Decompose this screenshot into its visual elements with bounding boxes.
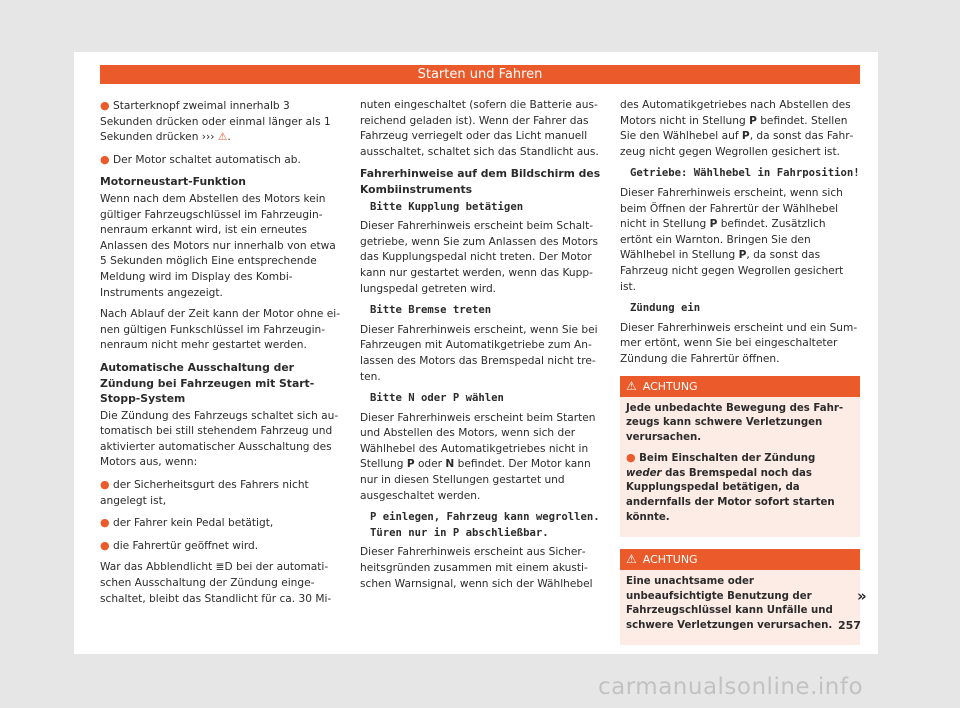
bullet-icon: ● — [100, 478, 110, 492]
bullet-icon: ● — [100, 538, 110, 552]
bullet-icon: ● — [100, 516, 110, 530]
display-message: Bitte Kupplung betätigen — [370, 200, 524, 213]
list-item: ● Beim Einschalten der Zündung weder das Bremspedal noch das Kupplungspedal betätigen, da andernfalls der Motor sofort starten könnte. — [626, 450, 835, 524]
display-message: Zündung ein — [630, 302, 701, 315]
paragraph: War das Abblendlicht ≣D bei der automatischen Ausschaltung der Zündung eingeschaltet, bleibt das Standlicht für ca. 30 Mi- — [100, 561, 332, 605]
warning-text: Jede unbedachte Bewegung des Fahrzeugs kann schwere Verletzungen verursachen. — [626, 402, 844, 444]
list-item: ● der Fahrer kein Pedal betätigt, — [100, 516, 274, 530]
subheading: Automatische Ausschaltung der Zündung bei Fahrzeugen mit Start-Stopp-System — [100, 360, 315, 406]
display-message: Bitte Bremse treten — [370, 304, 492, 317]
warning-box — [620, 376, 860, 537]
display-message: Bitte N oder P wählen — [370, 392, 504, 405]
warning-icon: ⚠ — [217, 131, 228, 144]
subheading: Fahrerhinweise auf dem Bildschirm des Kombiinstruments — [360, 167, 601, 196]
list-item: ● die Fahrertür geöffnet wird. — [100, 538, 259, 552]
warning-header: ⚠ ACHTUNG — [620, 549, 860, 570]
list-item: ● Starterknopf zweimal innerhalb 3 Sekunden drücken oder einmal länger als 1 Sekunden drücken ››› ⚠. — [100, 99, 331, 144]
subheading: Motorneustart-Funktion — [100, 175, 246, 189]
section-header: Starten und Fahren — [100, 65, 860, 84]
paragraph: nuten eingeschaltet (sofern die Batterie ausreichend geladen ist). Wenn der Fahrer das Fahrzeug verriegelt oder das Licht manuell ausschaltet, schaltet sich das Standlicht aus. — [360, 99, 599, 158]
warning-text: Eine unachtsame oder unbeaufsichtigte Benutzung der Fahrzeugschlüssel kann Unfälle und schwere Verletzungen verursachen. — [626, 575, 833, 632]
paragraph: des Automatikgetriebes nach Abstellen des Motors nicht in Stellung P befindet. Stellen Sie den Wählhebel auf P, da sonst das Fahrzeug nicht gegen Wegrollen gesichert ist. — [620, 99, 854, 158]
paragraph: Wenn nach dem Abstellen des Motors kein gültiger Fahrzeugschlüssel im Fahrzeuginnenraum erkannt wird, ist ein erneutes Anlassen des Motors nur innerhalb von etwa 5 Sekunden möglich Eine entsprechende Meldung wird im Display des Kombi-Instruments angezeigt. — [100, 192, 336, 299]
paragraph: Die Zündung des Fahrzeugs schaltet sich automatisch bei still stehendem Fahrzeug und aktivierter automatischer Ausschaltung des Motors aus, wenn: — [100, 409, 339, 469]
paragraph: Nach Ablauf der Zeit kann der Motor ohne einen gültigen Funkschlüssel im Fahrzeuginnenraum nicht mehr gestartet werden. — [100, 308, 341, 352]
list-item: ● Der Motor schaltet automatisch ab. — [100, 152, 301, 166]
page-number: 257 — [838, 619, 861, 632]
column-2 — [360, 98, 603, 598]
paragraph: Dieser Fahrerhinweis erscheint beim Starten und Abstellen des Motors, wenn sich der Wählhebel des Automatikgetriebes nicht in Stellung P oder N befindet. Der Motor kann nur in diesen Stellungen gestartet und ausgeschaltet werden. — [360, 411, 596, 502]
continue-marker: » — [857, 587, 867, 605]
bullet-icon: ● — [100, 152, 110, 166]
low-beam-icon: ≣D — [215, 561, 233, 574]
paragraph: Dieser Fahrerhinweis erscheint, wenn Sie bei Fahrzeugen mit Automatikgetriebe zum Anlassen des Motors das Bremspedal nicht treten. — [360, 323, 598, 383]
warning-box — [620, 549, 860, 645]
paragraph: Dieser Fahrerhinweis erscheint aus Sicherheitsgründen zusammen mit einem akustischen Warnsignal, wenn sich der Wählhebel — [360, 546, 593, 590]
bullet-icon: ● — [626, 450, 636, 464]
warning-body — [620, 397, 860, 537]
paragraph: Dieser Fahrerhinweis erscheint beim Schaltgetriebe, wenn Sie zum Anlassen des Motors das Kupplungspedal nicht treten. Der Motor kann nur gestartet werden, wenn das Kupplungspedal getreten wird. — [360, 220, 598, 295]
paragraph: Dieser Fahrerhinweis erscheint, wenn sich beim Öffnen der Fahrertür der Wählhebel nicht in Stellung P befindet. Zusätzlich ertönt ein Warnton. Bringen Sie den Wählhebel in Stellung P, da sonst das Fahrzeug nicht gegen Wegrollen gesichert ist. — [620, 186, 844, 293]
warning-body — [620, 570, 860, 645]
warning-header: ⚠ ACHTUNG — [620, 376, 860, 397]
column-3 — [620, 98, 860, 645]
cross-reference[interactable]: ››› — [201, 131, 215, 144]
warning-icon: ⚠ — [626, 378, 637, 393]
warning-icon: ⚠ — [626, 551, 637, 566]
paragraph: Dieser Fahrerhinweis erscheint und ein Summer ertönt, wenn Sie bei eingeschalteter Zündung die Fahrertür öffnen. — [620, 321, 858, 365]
bullet-icon: ● — [100, 99, 110, 112]
display-message: P einlegen, Fahrzeug kann wegrollen. Türen nur in P abschließbar. — [370, 511, 600, 539]
watermark: carmanualsonline.info — [598, 674, 864, 700]
column-1 — [100, 98, 342, 613]
list-item: ● der Sicherheitsgurt des Fahrers nicht angelegt ist, — [100, 478, 309, 507]
display-message: Getriebe: Wählhebel in Fahrposition! — [630, 167, 860, 180]
